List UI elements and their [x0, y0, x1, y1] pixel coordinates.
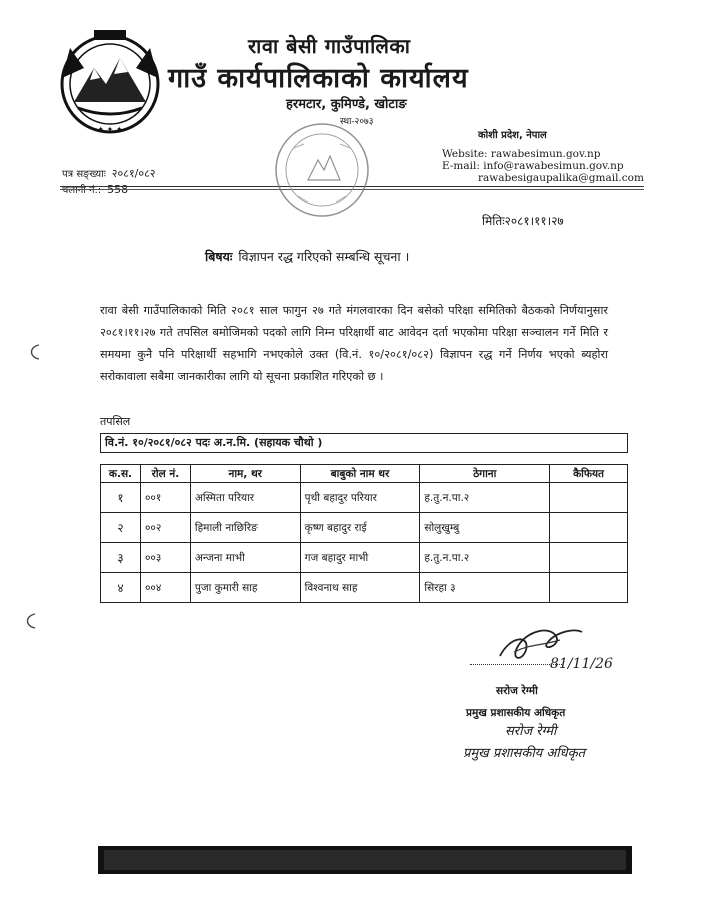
chalani-label: चलानी नं.:: [62, 185, 102, 196]
handwritten-signature: [470, 616, 620, 680]
stamp-signatory-name: सरोज रेग्मी: [505, 724, 557, 739]
col-header-remarks: कैफियत: [550, 465, 628, 483]
cell-name: अस्मिता परियार: [190, 483, 300, 513]
table-header-row: [101, 465, 628, 483]
cell-roll: ००१: [140, 483, 190, 513]
cell-name: अन्जना माभी: [190, 543, 300, 573]
office-name: गाउँ कार्यपालिकाको कार्यालय: [168, 63, 469, 94]
office-stamp: [264, 118, 380, 224]
cell-address: ह.तु.न.पा.२: [420, 543, 550, 573]
cell-roll: ००२: [140, 513, 190, 543]
cell-remarks: [550, 573, 628, 603]
cell-sn: ४: [101, 573, 141, 603]
stamp-signatory-post: प्रमुख प्रशासकीय अधिकृत: [463, 746, 586, 761]
signatory-name: सरोज रेग्मी: [496, 685, 538, 697]
contact-block: [442, 148, 644, 184]
established-year: स्था-२०७३: [340, 117, 374, 127]
email-alt-text[interactable]: rawabesigaupalika@gmail.com: [478, 172, 644, 184]
vacancy-line: वि.नं. १०/२०८१/०८२ पदः अ.न.मि. (सहायक चौथो ): [100, 433, 628, 453]
cell-remarks: [550, 513, 628, 543]
cell-sn: १: [101, 483, 141, 513]
col-header-address: ठेगाना: [420, 465, 550, 483]
cell-address: सिरहा ३: [420, 573, 550, 603]
patra-value: २०८१/०८२: [111, 167, 156, 180]
cell-father: विश्वनाथ साह: [300, 573, 420, 603]
patra-label: पत्र सङ्ख्याः: [62, 169, 106, 180]
cell-remarks: [550, 483, 628, 513]
tapsil-label: तपसिल: [100, 415, 131, 428]
reference-block: [62, 166, 156, 198]
website-text[interactable]: Website: rawabesimun.gov.np: [442, 148, 601, 160]
table-row: [101, 573, 628, 603]
cell-father: गज बहादुर माभी: [300, 543, 420, 573]
table-row: [101, 483, 628, 513]
cell-remarks: [550, 543, 628, 573]
col-header-father: बाबुको नाम थर: [300, 465, 420, 483]
col-header-roll: रोल नं.: [140, 465, 190, 483]
cell-address: सोलुखुम्बु: [420, 513, 550, 543]
province-name: कोशी प्रदेश, नेपाल: [478, 130, 547, 141]
punch-hole-mark: [23, 612, 37, 630]
office-address: हरमटार, कुमिण्डे, खोटाङ: [286, 97, 407, 112]
email-text[interactable]: E-mail: info@rawabesimun.gov.np: [442, 160, 624, 172]
subject-text: विज्ञापन रद्ध गरिएको सम्बन्धि सूचना ।: [238, 249, 410, 264]
candidate-table: [100, 464, 628, 603]
cell-father: पृथी बहादुर परियार: [300, 483, 420, 513]
municipality-emblem: [54, 28, 166, 136]
cell-sn: २: [101, 513, 141, 543]
cell-father: कृष्ण बहादुर राई: [300, 513, 420, 543]
col-header-sn: क.स.: [101, 465, 141, 483]
punch-hole-mark: [27, 343, 41, 361]
signatory-post: प्रमुख प्रशासकीय अधिकृत: [466, 707, 566, 719]
subject-line: [205, 248, 409, 265]
letter-date: मितिः२०८१।११।२७: [482, 214, 564, 228]
table-row: [101, 543, 628, 573]
chalani-value: 558: [107, 183, 129, 196]
notice-body: रावा बेसी गाउँपालिकाको मिति २०८१ साल फागुन २७ गते मंगलवारका दिन बसेको परिक्षा समितिको बैठकको निर्णयानुसार २०८१।११।२७ गते तपसिल बमोजिमको पदको लागि निम्न परिक्षार्थी बाट आवेदन दर्ता भएकोमा परिक्षा सञ्चालन गर्ने मिति र समयमा कुनै पनि परिक्षार्थी सहभागि नभएकोले उक्त (वि.नं. १०/२०८१/०८२) विज्ञापन रद्ध गर्ने निर्णय भएको ब्यहोरा सरोकावाला सबैमा जानकारीका लागि यो सूचना प्रकाशित गरिएको छ ।: [100, 304, 608, 383]
cell-roll: ००४: [140, 573, 190, 603]
table-row: [101, 513, 628, 543]
cell-name: पुजा कुमारी साह: [190, 573, 300, 603]
signature-date: 81/11/26: [550, 656, 613, 672]
col-header-name: नाम, थर: [190, 465, 300, 483]
cell-address: ह.तु.न.पा.२: [420, 483, 550, 513]
cell-sn: ३: [101, 543, 141, 573]
signature-line: [470, 664, 562, 665]
cell-name: हिमाली नाछिरिङ: [190, 513, 300, 543]
municipality-name: रावा बेसी गाउँपालिका: [248, 34, 411, 58]
svg-text:✦ ✦ ✦: ✦ ✦ ✦: [97, 125, 123, 134]
subject-label: बिषयः: [205, 249, 233, 264]
cell-roll: ००३: [140, 543, 190, 573]
footer-bar-inner: [104, 850, 626, 870]
